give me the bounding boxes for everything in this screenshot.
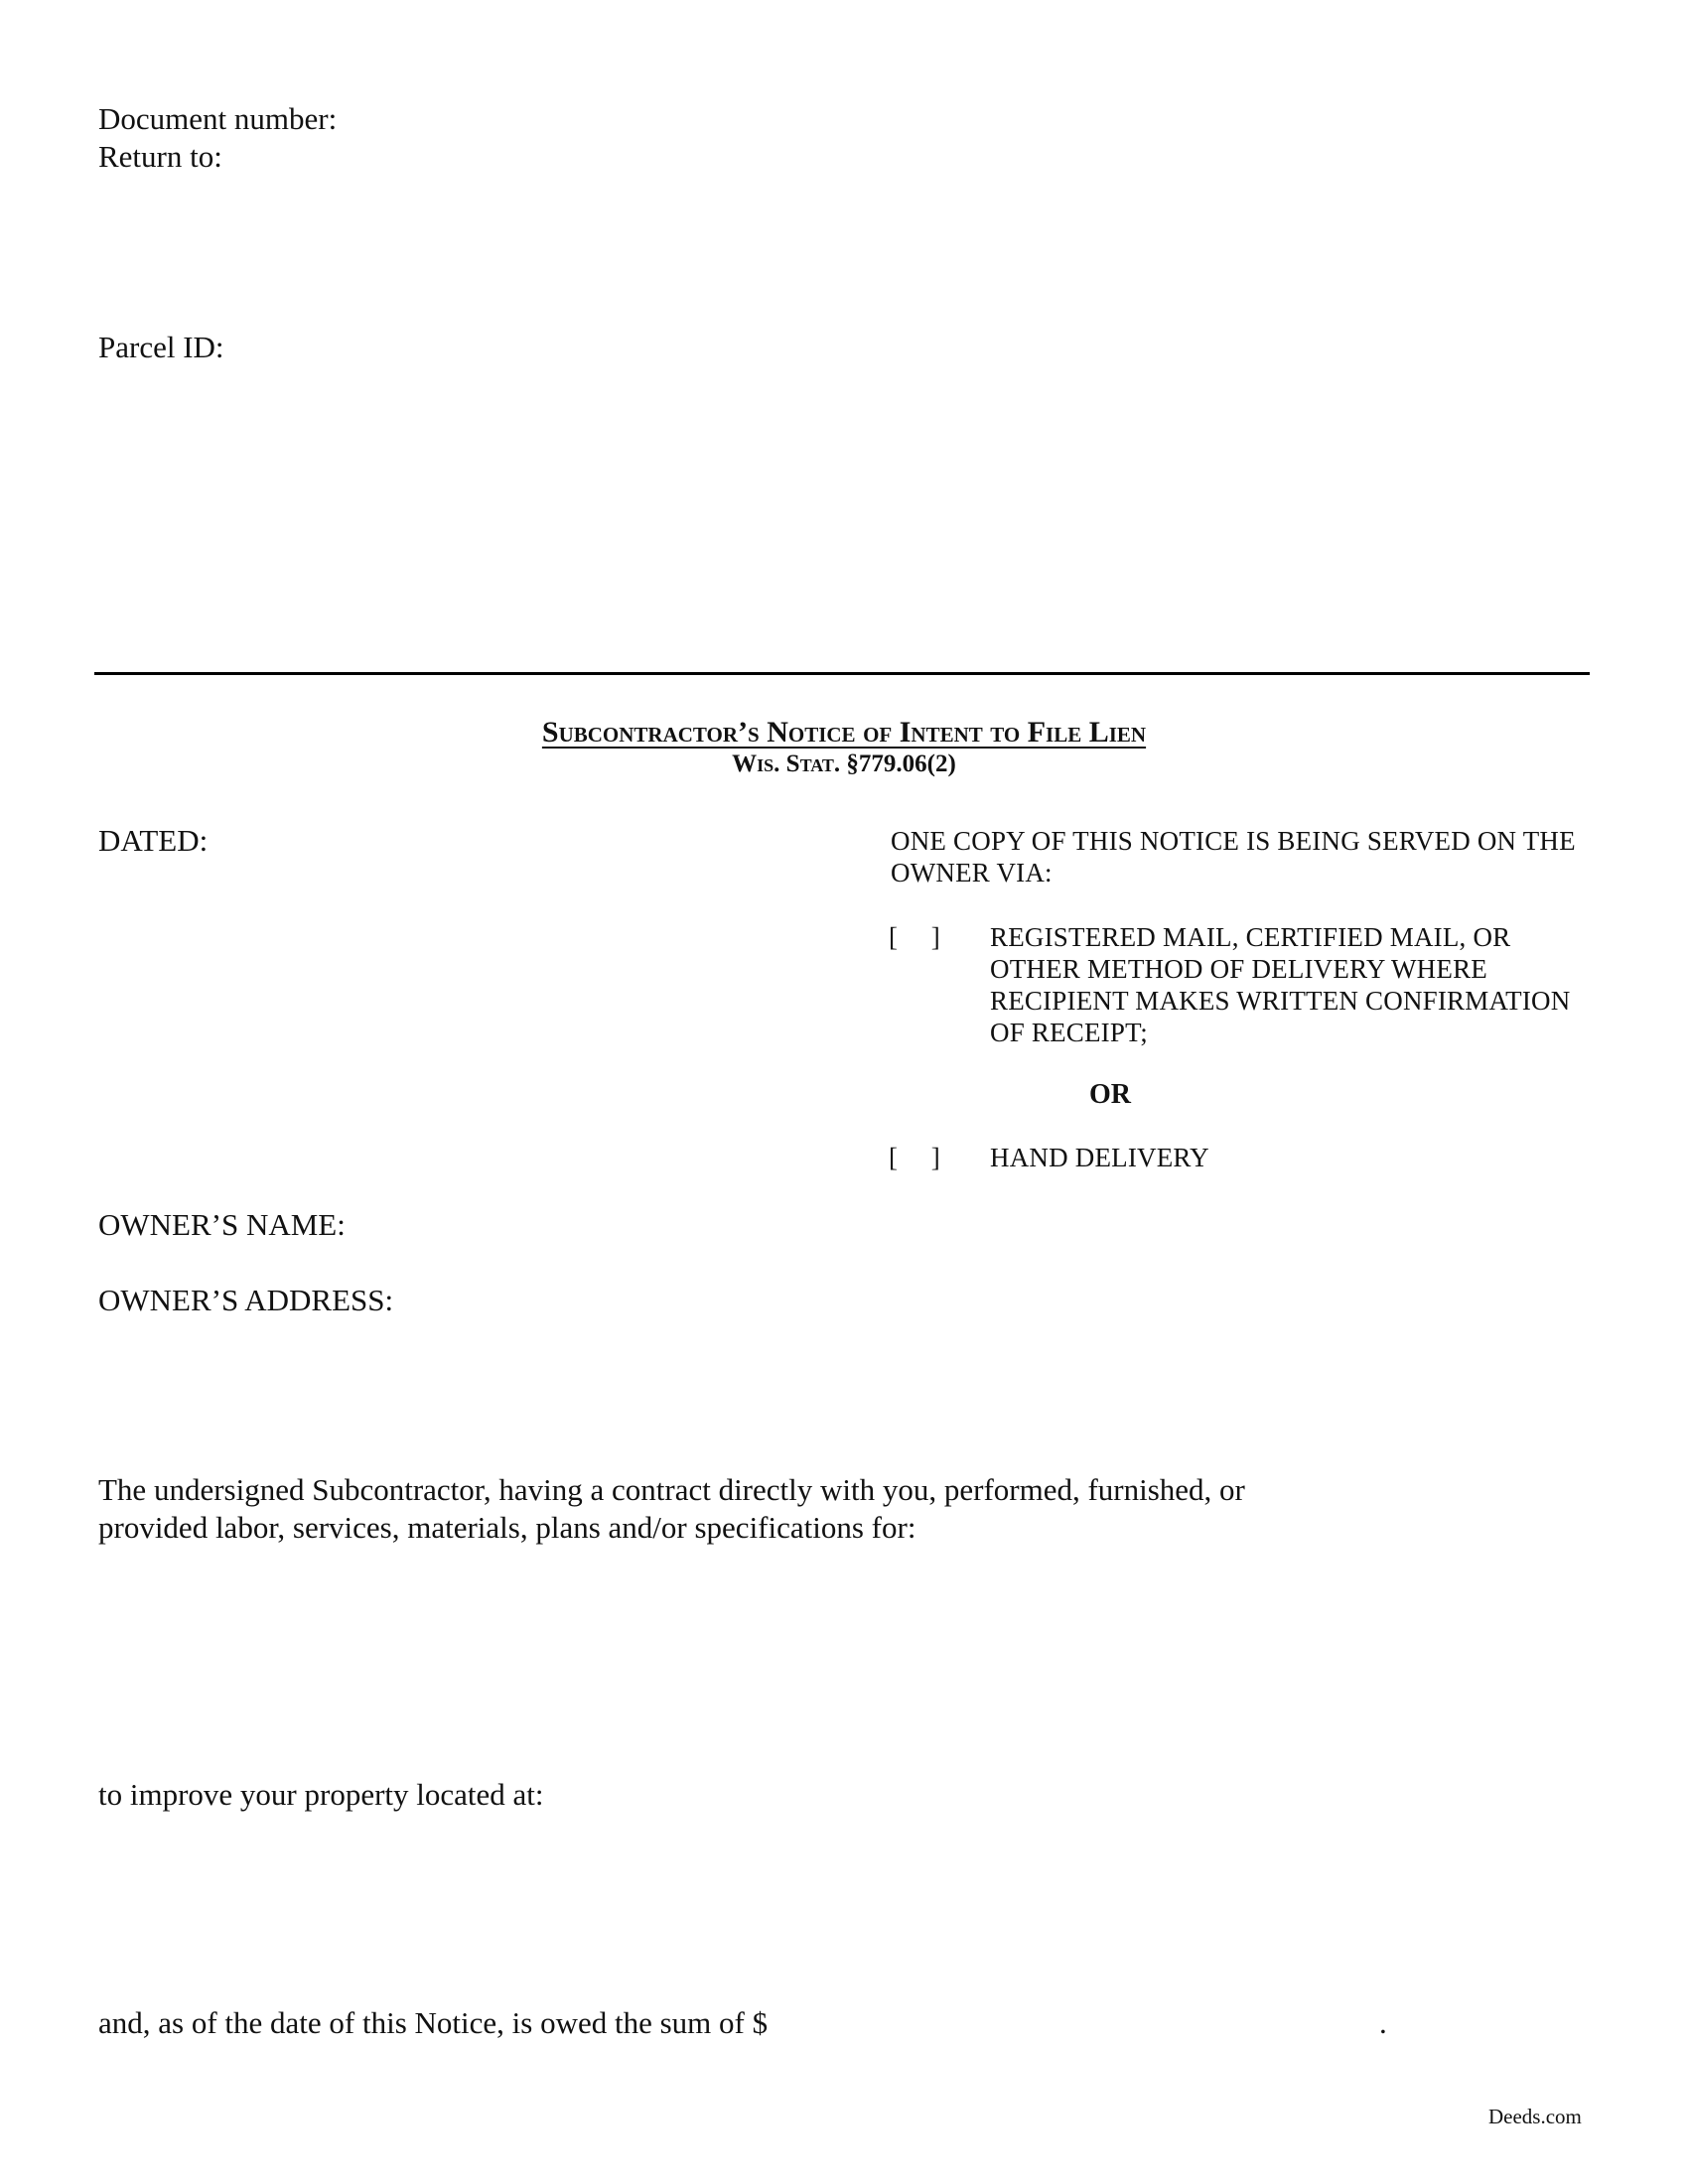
return-to-label: Return to: [98, 139, 222, 174]
option1-line2: OTHER METHOD OF DELIVERY WHERE [990, 954, 1487, 984]
property-location-text: to improve your property located at: [98, 1777, 544, 1812]
statute-reference: Wis. Stat. §779.06(2) [732, 751, 956, 777]
registered-mail-checkbox[interactable]: [ ] [889, 922, 940, 952]
hand-delivery-label: HAND DELIVERY [990, 1143, 1209, 1172]
amount-owed-text: and, as of the date of this Notice, is owed the sum of $ [98, 2005, 769, 2040]
dated-label: DATED: [98, 823, 209, 858]
para1-line1: The undersigned Subcontractor, having a contract directly with you, performed, furnished, or [98, 1472, 1245, 1507]
footer-brand: Deeds.com [1488, 2105, 1582, 2128]
para1-line2: provided labor, services, materials, plans and/or specifications for: [98, 1510, 916, 1545]
option1-line3: RECIPIENT MAKES WRITTEN CONFIRMATION [990, 986, 1571, 1016]
option1-line4: OF RECEIPT; [990, 1018, 1148, 1047]
amount-owed-period: . [1379, 2005, 1387, 2040]
document-title [0, 715, 1688, 751]
owner-name-label: OWNER’S NAME: [98, 1207, 346, 1242]
option1-line1: REGISTERED MAIL, CERTIFIED MAIL, OR [990, 922, 1511, 952]
owner-address-label: OWNER’S ADDRESS: [98, 1283, 394, 1317]
service-intro-line2: OWNER VIA: [891, 858, 1053, 887]
or-separator: OR [1089, 1079, 1131, 1110]
header-divider [94, 672, 1590, 675]
service-intro-line1: ONE COPY OF THIS NOTICE IS BEING SERVED ON THE [891, 826, 1576, 856]
document-number-label: Document number: [98, 101, 338, 136]
hand-delivery-checkbox[interactable]: [ ] [889, 1143, 940, 1172]
parcel-id-label: Parcel ID: [98, 330, 224, 364]
document-title-text: Subcontractor’s Notice of Intent to File Lien [541, 716, 1147, 749]
